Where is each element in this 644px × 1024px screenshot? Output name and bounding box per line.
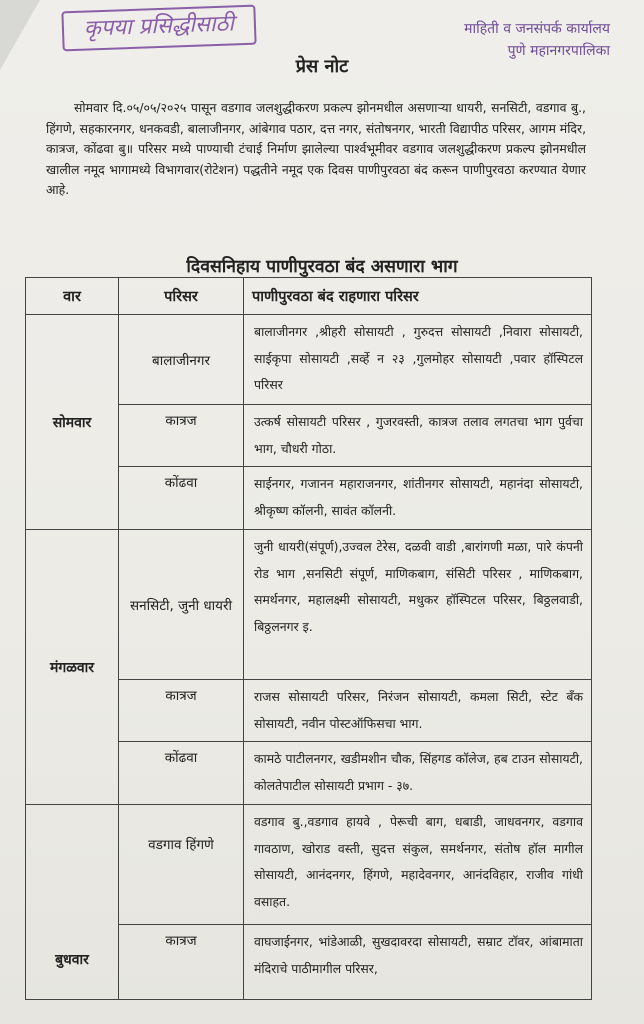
area-cell: कात्रज [119, 680, 244, 742]
area-cell: वडगाव हिंगणे [119, 805, 244, 925]
affected-areas-cell: वाघजाईनगर, भांडेआळी, सुखदावरदा सोसायटी, सम्राट टॉवर, आंबामाता मंदिराचे पाठीमागील परिसर, [244, 925, 592, 1000]
table-header-row [26, 278, 592, 315]
area-cell: कोंढवा [119, 742, 244, 805]
table-row [26, 315, 592, 405]
page-title: प्रेस नोट [295, 56, 349, 77]
affected-areas-cell: बालाजीनगर ,श्रीहरी सोसायटी , गुरुदत्त सोसायटी ,निवारा सोसायटी, साईकृपा सोसायटी ,सर्व्हे न २३ ,गुलमोहर सोसायटी ,पवार हॉस्पिटल परिसर [244, 315, 592, 405]
stamp-line-2: पुणे महानगरपालिका [507, 43, 610, 59]
table-row [26, 530, 592, 680]
day-cell: मंगळवार [26, 530, 119, 805]
column-header-day: वार [26, 278, 119, 315]
area-cell: कोंढवा [119, 467, 244, 530]
affected-areas-cell: वडगाव बु.,वडगाव हायवे , पेरूची बाग, धबाडी, जाधवनगर, वडगाव गावठाण, खोराड वस्ती, सुदत्त संकुल, समर्थनगर, संतोष हॉल मागील सोसायटी, आनंदनगर, हिंगणे, महादेवनगर, आनंदविहार, राजीव गांधी वसाहत. [244, 805, 592, 925]
affected-areas-cell: राजस सोसायटी परिसर, निरंजन सोसायटी, कमला सिटी, स्टेट बँक सोसायटी, नवीन पोस्टऑफिसचा भाग. [244, 680, 592, 742]
table-row [26, 805, 592, 925]
intro-paragraph: सोमवार दि.०५/०५/२०२५ पासून वडगाव जलशुद्धीकरण प्रकल्प झोनमधील असणाऱ्या धायरी, सनसिटी, वडगाव बु., हिंगणे, सहकारनगर, धनकवडी, बालाजीनगर, आंबेगाव पठार, दत्त नगर, संतोषनगर, भारती विद्यापीठ परिसर, आगम मंदिर, कात्रज, कोंढवा बु॥ परिसर मध्ये पाण्याची टंचाई निर्माण झालेल्या पार्श्वभूमीवर वडगाव जलशुद्धीकरण प्रकल्प झोनमधील खालील नमूद भागामध्ये विभागवार(रोटेशन) पद्धतीने नमूद एक दिवस पाणीपुरवठा बंद करून पाणीपुरवठा करण्यात येणार आहे. [46, 100, 587, 198]
area-cell: कात्रज [119, 925, 244, 1000]
stamp-line-1: माहिती व जनसंपर्क कार्यालय [464, 21, 610, 37]
day-cell: सोमवार [26, 315, 119, 530]
table-heading: दिवसनिहाय पाणीपुरवठा बंद असणारा भाग [186, 257, 458, 277]
affected-areas-cell: उत्कर्ष सोसायटी परिसर , गुजरवस्ती, कात्रज तलाव लगतचा भाग पुर्वचा भाग, चौधरी गोठा. [244, 405, 592, 467]
area-cell: बालाजीनगर [119, 315, 244, 405]
area-cell: कात्रज [119, 405, 244, 467]
column-header-affected-areas: पाणीपुरवठा बंद राहणारा परिसर [244, 278, 592, 315]
area-cell: सनसिटी, जुनी धायरी [119, 530, 244, 680]
handwritten-note: कृपया प्रसिद्धीसाठी [61, 5, 256, 52]
affected-areas-cell: जुनी धायरी(संपूर्ण),उज्वल टेरेस, दळवी वाडी ,बारांगणी मळा, पारे कंपनी रोड भाग ,सनसिटी संपूर्ण, माणिकबाग, संसिटी परिसर , माणिकबाग, समर्थनगर, महालक्ष्मी सोसायटी, मधुकर हॉस्पिटल परिसर, बिठ्ठलवाडी, बिठ्ठलनगर इ. [244, 530, 592, 680]
column-header-area: परिसर [119, 278, 244, 315]
schedule-table [25, 277, 592, 1000]
affected-areas-cell: कामठे पाटीलनगर, खडीमशीन चौक, सिंहगड कॉलेज, हब टाउन सोसायटी, कोलतेपाटील सोसायटी प्रभाग - ३७. [244, 742, 592, 805]
affected-areas-cell: साईनगर, गजानन महाराजनगर, शांतीनगर सोसायटी, महानंदा सोसायटी, श्रीकृष्ण कॉलनी, सावंत कॉलनी. [244, 467, 592, 530]
day-cell: बुधवार [26, 805, 119, 1000]
